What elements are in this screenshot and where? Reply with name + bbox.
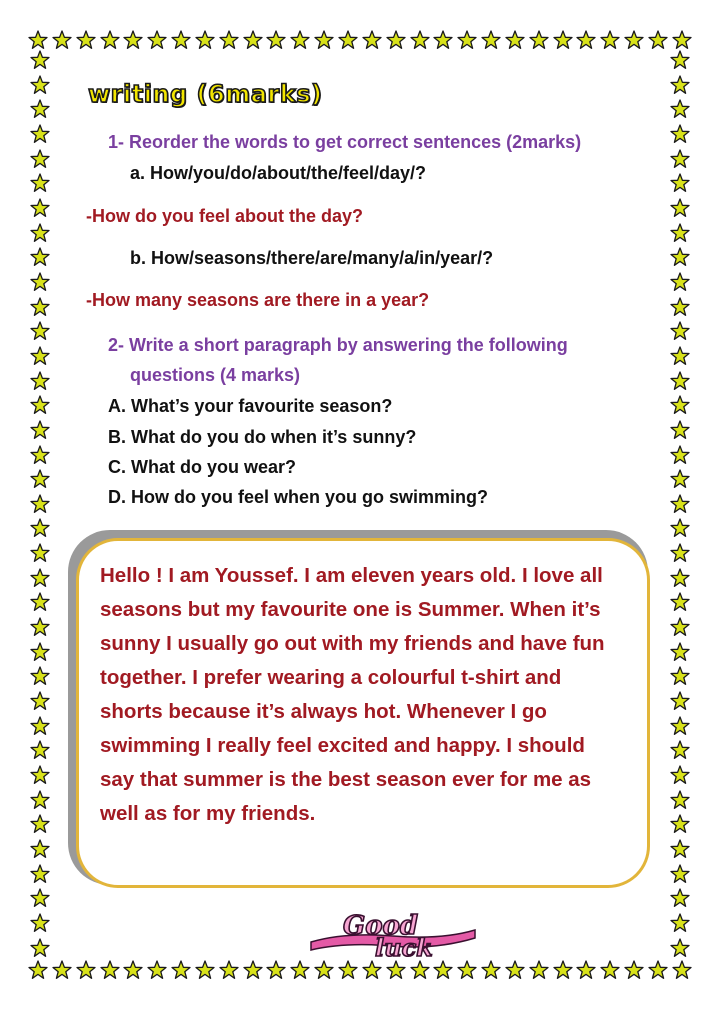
task2-heading: 2- Write a short paragraph by answering the following	[108, 335, 568, 355]
star-icon	[30, 371, 50, 391]
star-icon	[670, 568, 690, 588]
star-icon	[670, 395, 690, 415]
answer-line-5: shorts because it’s always hot. Whenever I go	[100, 700, 547, 723]
star-icon	[30, 75, 50, 95]
star-icon	[171, 960, 191, 980]
svg-text:luck: luck	[375, 933, 433, 960]
star-icon	[30, 666, 50, 686]
star-icon	[670, 346, 690, 366]
star-icon	[30, 740, 50, 760]
star-icon	[670, 839, 690, 859]
star-icon	[670, 420, 690, 440]
star-icon	[28, 960, 48, 980]
star-icon	[670, 543, 690, 563]
star-icon	[28, 30, 48, 50]
good-luck-logo	[305, 908, 480, 960]
star-icon	[30, 888, 50, 908]
star-icon	[670, 518, 690, 538]
star-icon	[672, 960, 692, 980]
star-icon	[624, 960, 644, 980]
answer-line-1: Hello ! I am Youssef. I am eleven years old. I love all	[100, 564, 603, 587]
star-icon	[670, 642, 690, 662]
star-icon	[670, 272, 690, 292]
star-icon	[410, 30, 430, 50]
star-icon	[30, 395, 50, 415]
star-icon	[30, 814, 50, 834]
star-icon	[30, 494, 50, 514]
star-icon	[672, 30, 692, 50]
star-icon	[100, 30, 120, 50]
star-icon	[553, 30, 573, 50]
star-icon	[30, 617, 50, 637]
star-icon	[433, 30, 453, 50]
star-icon	[30, 173, 50, 193]
star-icon	[529, 30, 549, 50]
star-icon	[30, 716, 50, 736]
star-icon	[648, 30, 668, 50]
star-icon	[338, 30, 358, 50]
star-icon	[30, 321, 50, 341]
star-border-right	[668, 50, 692, 958]
star-icon	[457, 30, 477, 50]
star-icon	[30, 247, 50, 267]
star-icon	[670, 445, 690, 465]
star-icon	[76, 960, 96, 980]
task1-heading: 1- Reorder the words to get correct sentences (2marks)	[108, 132, 582, 152]
answer-line-3: sunny I usually go out with my friends and have fun	[100, 632, 605, 655]
star-icon	[338, 960, 358, 980]
task2-question-a: A. What’s your favourite season?	[108, 396, 393, 416]
star-icon	[30, 864, 50, 884]
star-icon	[30, 913, 50, 933]
star-icon	[314, 30, 334, 50]
star-icon	[670, 99, 690, 119]
star-icon	[30, 346, 50, 366]
star-icon	[52, 30, 72, 50]
star-icon	[670, 173, 690, 193]
answer-line-4: together. I prefer wearing a colourful t-shirt and	[100, 666, 562, 689]
star-icon	[670, 592, 690, 612]
task1-prompt-b: b. How/seasons/there/are/many/a/in/year/?	[130, 248, 494, 268]
star-icon	[290, 960, 310, 980]
star-icon	[362, 30, 382, 50]
star-icon	[505, 960, 525, 980]
star-icon	[481, 960, 501, 980]
task2-question-c: C. What do you wear?	[108, 457, 297, 477]
star-border-top	[28, 30, 692, 54]
star-icon	[30, 297, 50, 317]
star-icon	[670, 469, 690, 489]
star-icon	[670, 913, 690, 933]
star-icon	[314, 960, 334, 980]
star-icon	[670, 691, 690, 711]
star-icon	[30, 99, 50, 119]
star-icon	[123, 30, 143, 50]
star-icon	[30, 124, 50, 144]
star-icon	[576, 30, 596, 50]
star-icon	[30, 198, 50, 218]
star-icon	[600, 30, 620, 50]
star-icon	[147, 30, 167, 50]
star-icon	[670, 50, 690, 70]
star-icon	[195, 30, 215, 50]
star-icon	[670, 75, 690, 95]
star-icon	[386, 30, 406, 50]
task1-prompt-a: a. How/you/do/about/the/feel/day/?	[130, 163, 427, 183]
star-icon	[670, 297, 690, 317]
star-icon	[219, 30, 239, 50]
answer-line-6: swimming I really feel excited and happy. I should	[100, 734, 585, 757]
star-icon	[529, 960, 549, 980]
star-icon	[30, 642, 50, 662]
star-icon	[410, 960, 430, 980]
star-icon	[266, 960, 286, 980]
star-icon	[76, 30, 96, 50]
task2-question-b: B. What do you do when it’s sunny?	[108, 427, 417, 447]
task2-heading-cont: questions (4 marks)	[130, 365, 301, 385]
star-icon	[505, 30, 525, 50]
star-icon	[670, 666, 690, 686]
star-icon	[30, 149, 50, 169]
star-icon	[670, 716, 690, 736]
star-icon	[670, 198, 690, 218]
star-icon	[30, 543, 50, 563]
star-icon	[30, 518, 50, 538]
star-icon	[600, 960, 620, 980]
star-icon	[30, 50, 50, 70]
star-icon	[670, 149, 690, 169]
star-icon	[670, 740, 690, 760]
star-icon	[30, 223, 50, 243]
answer-line-7: say that summer is the best season ever for me as	[100, 768, 592, 791]
star-icon	[243, 960, 263, 980]
star-icon	[30, 691, 50, 711]
star-icon	[100, 960, 120, 980]
star-icon	[171, 30, 191, 50]
star-icon	[386, 960, 406, 980]
star-icon	[30, 445, 50, 465]
star-icon	[30, 765, 50, 785]
star-icon	[219, 960, 239, 980]
star-icon	[30, 420, 50, 440]
svg-text:Good: Good	[343, 911, 419, 941]
star-icon	[670, 124, 690, 144]
star-icon	[30, 568, 50, 588]
star-icon	[670, 223, 690, 243]
star-icon	[243, 30, 263, 50]
star-icon	[670, 938, 690, 958]
star-icon	[457, 960, 477, 980]
star-icon	[670, 247, 690, 267]
star-icon	[670, 765, 690, 785]
star-icon	[576, 960, 596, 980]
star-icon	[147, 960, 167, 980]
star-icon	[52, 960, 72, 980]
star-icon	[670, 864, 690, 884]
star-icon	[670, 888, 690, 908]
star-icon	[30, 469, 50, 489]
star-icon	[362, 960, 382, 980]
star-icon	[266, 30, 286, 50]
star-icon	[195, 960, 215, 980]
star-icon	[30, 790, 50, 810]
star-icon	[670, 321, 690, 341]
task1-answer-b: -How many seasons are there in a year?	[86, 290, 430, 310]
star-icon	[624, 30, 644, 50]
worksheet-title: writing (6marks)	[88, 80, 323, 108]
star-icon	[670, 494, 690, 514]
star-icon	[670, 371, 690, 391]
task1-answer-a: -How do you feel about the day?	[86, 206, 364, 226]
star-icon	[30, 272, 50, 292]
answer-line-8: well as for my friends.	[100, 802, 316, 825]
star-icon	[123, 960, 143, 980]
star-icon	[30, 592, 50, 612]
star-border-left	[28, 50, 52, 958]
star-icon	[670, 790, 690, 810]
task2-question-d: D. How do you feel when you go swimming?	[108, 487, 489, 507]
star-icon	[553, 960, 573, 980]
answer-line-2: seasons but my favourite one is Summer. When it’s	[100, 598, 601, 621]
star-icon	[670, 814, 690, 834]
star-icon	[290, 30, 310, 50]
star-icon	[648, 960, 668, 980]
star-icon	[670, 617, 690, 637]
star-icon	[30, 938, 50, 958]
star-border-bottom	[28, 960, 692, 984]
star-icon	[433, 960, 453, 980]
star-icon	[481, 30, 501, 50]
star-icon	[30, 839, 50, 859]
